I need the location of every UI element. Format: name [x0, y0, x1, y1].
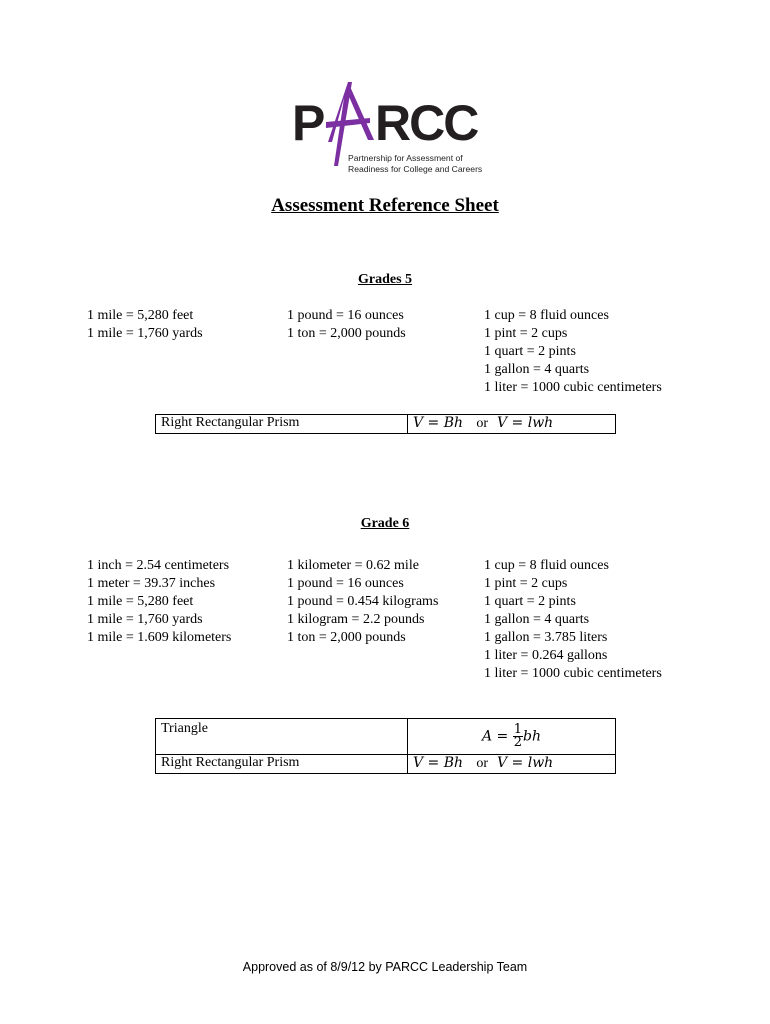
grade6-heading: Grade 6: [360, 516, 410, 531]
grade6-formula-table: [155, 718, 616, 774]
formula-name-prism: Right Rectangular Prism: [156, 755, 408, 774]
grade5-heading: Grades 5: [357, 272, 413, 287]
formula-name-triangle: Triangle: [156, 719, 408, 755]
logo-subtitle-line1: Partnership for Assessment of: [348, 153, 463, 163]
formula-prism-a: V = Bh: [413, 415, 464, 431]
list-item: 1 inch = 2.54 centimeters: [87, 558, 230, 573]
table-row: [156, 755, 616, 774]
formula-triangle: [408, 719, 616, 755]
list-item: 1 mile = 1.609 kilometers: [87, 630, 232, 645]
formula-or: or: [476, 416, 489, 431]
list-item: 1 mile = 1,760 yards: [87, 326, 203, 341]
list-item: 1 pint = 2 cups: [484, 576, 568, 591]
logo-letter-a: A: [290, 78, 291, 79]
formula-prism-a: V = Bh: [413, 755, 464, 771]
list-item: 1 kilogram = 2.2 pounds: [287, 612, 425, 627]
table-row: [156, 415, 616, 434]
formula-or: or: [476, 756, 489, 771]
list-item: 1 pint = 2 cups: [484, 326, 568, 341]
formula-prism-b: V = lwh: [496, 755, 554, 771]
list-item: 1 gallon = 4 quarts: [484, 612, 590, 627]
list-item: 1 pound = 16 ounces: [287, 576, 404, 591]
parcc-logo: [290, 78, 490, 178]
list-item: 1 cup = 8 fluid ounces: [484, 308, 609, 323]
grade5-weight-column: [287, 307, 406, 343]
triangle-fraction: [513, 724, 523, 749]
fraction-denominator: 2: [513, 735, 523, 750]
approval-footer: Approved as of 8/9/12 by PARCC Leadership Team: [242, 960, 528, 974]
grade6-capacity-column: [484, 557, 662, 683]
list-item: 1 liter = 0.264 gallons: [484, 648, 608, 663]
logo-letter-p: P: [292, 95, 324, 151]
formula-prism: [408, 415, 616, 434]
list-item: 1 meter = 39.37 inches: [87, 576, 216, 591]
list-item: 1 kilometer = 0.62 mile: [287, 558, 419, 573]
list-item: 1 mile = 5,280 feet: [87, 594, 194, 609]
grade6-mass-column: [287, 557, 438, 647]
triangle-rhs: bh: [523, 728, 541, 745]
list-item: 1 cup = 8 fluid ounces: [484, 558, 609, 573]
list-item: 1 gallon = 4 quarts: [484, 362, 590, 377]
logo-letters-rcc: RCC: [375, 95, 478, 151]
grade5-length-column: [87, 307, 203, 343]
list-item: 1 ton = 2,000 pounds: [287, 326, 406, 341]
triangle-lhs: A =: [481, 728, 509, 745]
grade5-formula-table: [155, 414, 616, 434]
list-item: 1 quart = 2 pints: [484, 594, 576, 609]
list-item: 1 mile = 5,280 feet: [87, 308, 194, 323]
page-title: Assessment Reference Sheet: [271, 195, 499, 216]
list-item: 1 liter = 1000 cubic centimeters: [484, 666, 662, 681]
grade6-length-column: [87, 557, 231, 647]
list-item: 1 mile = 1,760 yards: [87, 612, 203, 627]
list-item: 1 gallon = 3.785 liters: [484, 630, 608, 645]
formula-name-prism: Right Rectangular Prism: [156, 415, 408, 434]
list-item: 1 liter = 1000 cubic centimeters: [484, 380, 662, 395]
formula-prism: [408, 755, 616, 774]
list-item: 1 quart = 2 pints: [484, 344, 576, 359]
list-item: 1 pound = 16 ounces: [287, 308, 404, 323]
fraction-numerator: 1: [513, 722, 523, 737]
grade5-capacity-column: [484, 307, 662, 397]
formula-prism-b: V = lwh: [496, 415, 554, 431]
table-row: [156, 719, 616, 755]
logo-subtitle-line2: Readiness for College and Careers: [348, 164, 483, 174]
list-item: 1 ton = 2,000 pounds: [287, 630, 406, 645]
list-item: 1 pound = 0.454 kilograms: [287, 594, 439, 609]
